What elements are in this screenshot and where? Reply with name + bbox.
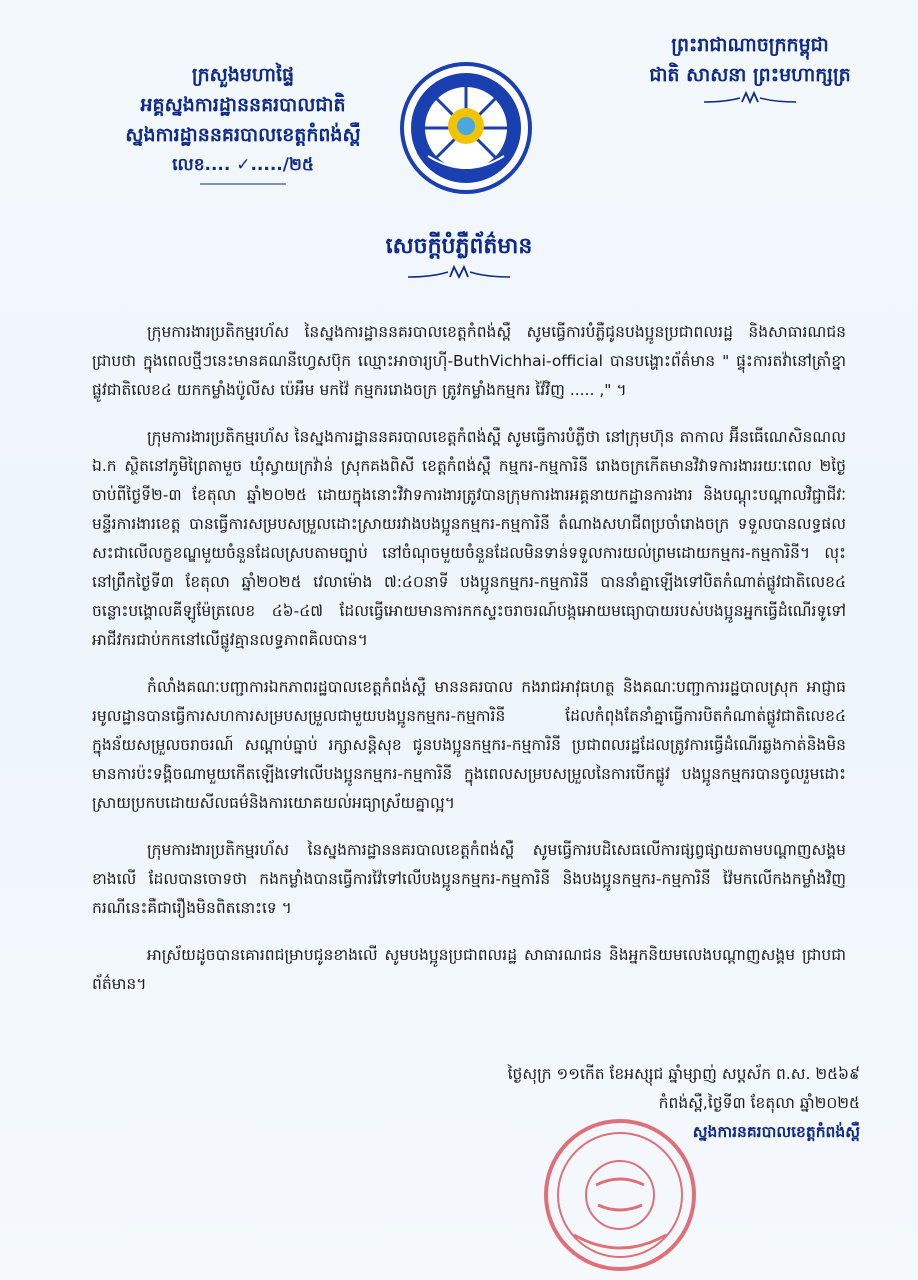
paragraph-3: កំលាំងគណៈបញ្ជាការឯកភាពរដ្ឋបាលខេត្តកំពង់ស្ពឺ មាននគរបាល កងរាជអាវុធហត្ថ និងគណៈបញ្ជាការរដ្ឋបាលស្រុក អាជ្ញាធរមូលដ្ឋានបានធ្វើការសហការសម្របសម្រួលជាមួយបងប្អូនកម្មករ-កម្មការិនី ដែលកំពុងតែនាំគ្នាធ្វើការបិតកំណាត់ផ្លូវជាតិលេខ៤ ក្នុងន័យសម្រួលចរាចរណ៍ សណ្តាប់ធ្នាប់ រក្សាសន្តិសុខ ជូនបងប្អូនកម្មករ-កម្មការិនី ប្រជាពលរដ្ឋដែលត្រូវការធ្វើដំណើរឆ្លងកាត់និងមិនមានការប៉ះទង្គិចណាមួយកើតឡើងទៅលើបងប្អូនកម្មករ-កម្មការិនី ក្នុងពេលសម្របសម្រួលនៃការបើកផ្លូវ បងប្អូនកម្មករបានចូលរួមដោះស្រាយប្រកបដោយសីលធម៌និងការយោគយល់អធ្យាស្រ័យគ្នាល្អ។ — [92, 678, 846, 812]
kingdom-header — [600, 30, 900, 106]
divider-line — [198, 180, 288, 188]
paragraph-2: ក្រុមការងារប្រតិកម្មរហ័ស នៃស្នងការដ្ឋាននគរបាលខេត្តកំពង់ស្ពឺ សូមធ្វើការបំភ្លឺថា នៅក្រុមហ៊ុន តាកាល អ៊ីនធើណេសិនណល ឯ.ក ស្ថិតនៅភូមិព្រៃតាមួច ឃុំស្វាយក្រវ៉ាន់ ស្រុកគងពិសី ខេត្តកំពង់ស្ពឺ កម្មករ-កម្មការិនី រោងចក្រកើតមានវិវាទការងាររយៈពេល ២ថ្ងៃ ចាប់ពីថ្ងៃទី២-៣ ខែតុលា ឆ្នាំ២០២៥ ដោយក្នុងនោះវិវាទការងារត្រូវបានក្រុមការងារអគ្គនាយកដ្ឋានការងារ និងបណ្តុះបណ្តាលវិជ្ជាជីវៈ មន្ទីរការងារខេត្ត បានធ្វើការសម្របសម្រួលដោះស្រាយរវាងបងប្អូនកម្មករ-កម្មការិនី តំណាងសហជីពប្រចាំរោងចក្រ ទទួលបានលទ្ធផលសះជាលើលក្ខខណ្ឌមួយចំនួនដែលស្របតាមច្បាប់ នៅចំណុចមួយចំនួនដែលមិនទាន់ទទួលការយល់ព្រមដោយកម្មករ-កម្មការិនី។ លុះនៅព្រឹកថ្ងៃទី៣ ខែតុលា ឆ្នាំ២០២៥ វេលាម៉ោង ៧:៤០នាទី បងប្អូនកម្មករ-កម្មការិនី បាននាំគ្នាឡើងទៅបិតកំណាត់ផ្លូវជាតិលេខ៤ ចន្លោះបង្គោលគីឡូម៉ែត្រលេខ ៤៦-៤៧ ដែលធ្វើអោយមានការកកស្ទះចរាចរណ៍បង្កអោយមធ្យោបាយរបស់បងប្អូនអ្នកធ្វើដំណើរទូទៅ អាជីវករជាប់កកនៅលើផ្លូវគ្មានលទ្ធភាពគិលបាន។ — [92, 428, 846, 649]
police-emblem-icon — [398, 60, 534, 196]
provincial-commissariat-name: ស្នងការដ្ឋាននគរបាលខេត្តកំពង់ស្ពឺ — [125, 124, 361, 146]
reference-number: លេខ.... ✓...../២៥ — [172, 155, 314, 175]
lunar-date: ថ្ងៃសុក្រ ១១កើត ខែអស្សុជ ឆ្នាំម្សាញ់ សប្តស័ក ព.ស. ២៥៦៩ — [507, 1065, 860, 1083]
notice-title: សេចក្តីបំភ្លឺព័ត៌មាន — [385, 234, 533, 259]
commissariat-name: អគ្គស្នងការដ្ឋាននគរបាលជាតិ — [140, 94, 346, 116]
paragraph-5: អាស្រ័យដូចបានគោរពជម្រាបជូនខាងលើ សូមបងប្អូនប្រជាពលរដ្ឋ សាធារណជន និងអ្នកនិយមលេងបណ្តាញសង្គម ជ្រាបជាព័ត៌មាន។ — [92, 946, 846, 993]
kingdom-name: ព្រះរាជាណាចក្រកម្ពុជា — [671, 34, 829, 56]
notice-body — [92, 318, 846, 1017]
ornament-icon — [404, 264, 514, 282]
official-seal-icon — [540, 1115, 700, 1275]
ministry-name: ក្រសួងមហាផ្ទៃ — [191, 64, 295, 86]
ornament-icon — [700, 90, 800, 106]
place-date: កំពង់ស្ពឺ,ថ្ងៃទី៣ ខែតុលា ឆ្នាំ២០២៥ — [658, 1094, 860, 1112]
paragraph-4: ក្រុមការងារប្រតិកម្មរហ័ស នៃស្នងការដ្ឋាននគរបាលខេត្តកំពង់ស្ពឺ សូមធ្វើការបដិសេធលើការផ្សព្វផ្សាយតាមបណ្តាញសង្គមខាងលើ ដែលបានចោទថា កងកម្លាំងបានធ្វើការវ៉ៃទៅលើបងប្អូនកម្មករ-កម្មការិនី និងបងប្អូនកម្មករ-កម្មការិនី វ៉ៃមកលើកងកម្លាំងវិញ ករណីនេះគឺជារឿងមិនពិតនោះទេ ។ — [92, 841, 846, 917]
notice-title-block — [300, 232, 618, 282]
ministry-header — [78, 60, 408, 188]
paragraph-1: ក្រុមការងារប្រតិកម្មរហ័ស នៃស្នងការដ្ឋាននគរបាលខេត្តកំពង់ស្ពឺ សូមធ្វើការបំភ្លឺជូនបងប្អូនប្រជាពលរដ្ឋ និងសាធារណជន ជ្រាបថា ក្នុងពេលថ្មីៗនេះមានគណនីហ្វេសប៊ុក ឈ្មោះអាចារ្យហ៊ី-ButhVichhai-official បានបង្ហោះព័ត៌មាន " ផ្ទុះការតវ៉ានៅត្រាំខ្នា ផ្លូវជាតិលេខ៤ យកកម្លាំងប៉ូលីស ប៉េអឹម មកវ៉ៃ កម្មកររោងចក្រ ត្រូវកម្លាំងកម្មករ វ៉ៃវិញ ..... ," ។ — [92, 323, 846, 399]
issuing-institution: ស្នងការនគរបាលខេត្តកំពង់ស្ពឺ — [692, 1123, 860, 1141]
national-motto: ជាតិ សាសនា ព្រះមហាក្សត្រ — [649, 64, 851, 86]
